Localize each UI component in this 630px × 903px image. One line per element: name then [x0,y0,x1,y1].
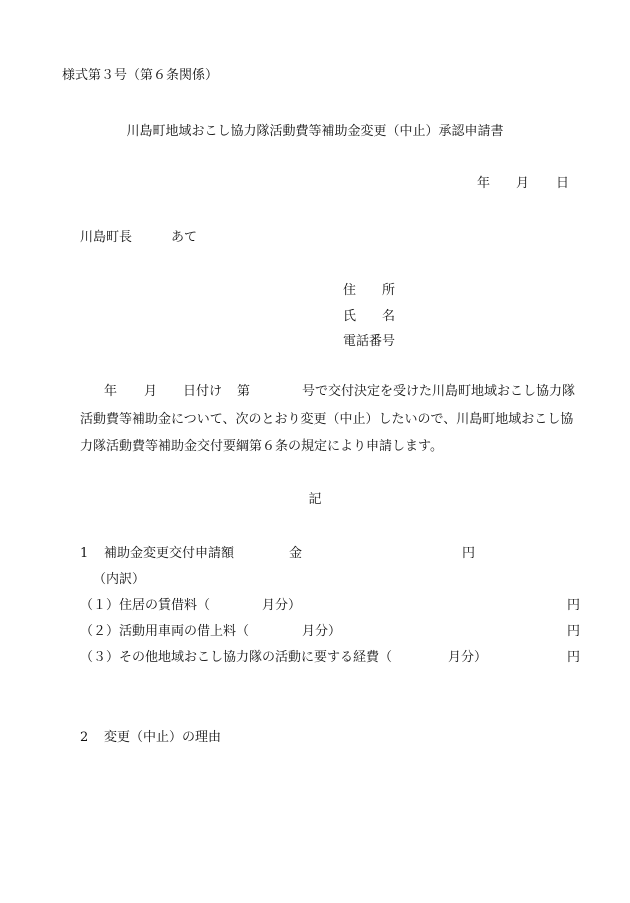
breakdown-label: （内訳） [93,572,146,587]
item-label: （３）その他地域おこし協力隊の活動に要する経費（ [80,650,393,665]
item-yen: 円 [566,598,580,613]
date-month: 月 [516,176,530,191]
section1-kin: 金 [289,546,303,561]
ki-heading: 記 [308,492,322,507]
section2-label: 変更（中止）の理由 [104,730,222,745]
name-label: 氏 名 [343,309,396,324]
item-label: （１）住居の賃借料（ [80,598,211,613]
section1-label: 補助金変更交付申請額 [104,546,235,561]
section2-number: 2 [80,730,89,745]
body-dated: 日付け [183,384,223,399]
body-line-3: 力隊活動費等補助金交付要綱第６条の規定により申請します。 [80,439,443,454]
item-months: 月分） [302,624,342,639]
body-line1-rest: 号で交付決定を受けた川島町地域おこし協力隊 [302,384,576,399]
body-line-2: 活動費等補助金について、次のとおり変更（中止）したいので、川島町地域おこし協 [80,412,574,427]
item-months: 月分） [448,650,488,665]
body-year: 年 [104,384,118,399]
item-months: 月分） [262,598,302,613]
body-month: 月 [144,384,158,399]
address-label: 住 所 [343,283,396,298]
item-yen: 円 [566,650,580,665]
addressee-name: 川島町長 [80,230,133,245]
phone-label: 電話番号 [343,334,396,349]
section1-yen: 円 [462,546,476,561]
date-day: 日 [556,176,570,191]
addressee-suffix: あて [171,230,198,245]
section1-number: 1 [80,546,89,561]
document-title: 川島町地域おこし協力隊活動費等補助金変更（中止）承認申請書 [126,124,504,139]
body-dai: 第 [237,384,251,399]
date-year: 年 [477,176,491,191]
item-label: （２）活動用車両の借上料（ [80,624,250,639]
item-yen: 円 [566,624,580,639]
form-number: 様式第３号（第６条関係） [62,68,219,83]
